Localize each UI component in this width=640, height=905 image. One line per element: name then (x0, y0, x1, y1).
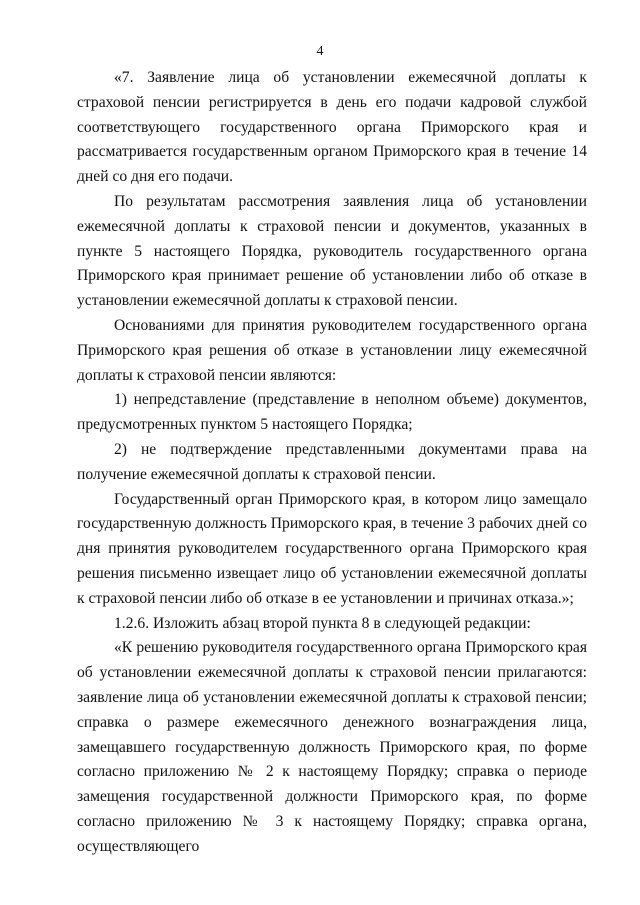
list-item-ground-2: 2) не подтверждение представленными документами права на получение ежемесячной доплаты к страховой пенсии. (77, 440, 587, 483)
paragraph-refusal-grounds: Основаниями для принятия руководителем государственного органа Приморского края решения об отказе в установлении лицу ежемесячной доплаты к страховой пенсии являются: (77, 316, 587, 384)
page-number: 4 (316, 44, 324, 59)
paragraph-amendment-1-2-6: 1.2.6. Изложить абзац второй пункта 8 в следующей редакции: (114, 614, 531, 632)
paragraph-review-results: По результатам рассмотрения заявления лица об установлении ежемесячной доплаты к страховой пенсии и документов, указанных в пункте 5 настоящего Порядка, руководитель государственного органа Приморского края принимает решение об установлении либо об отказе в установлении ежемесячной доплаты к страховой пенсии. (77, 192, 587, 310)
list-item-ground-1: 1) непредставление (представление в неполном объеме) документов, предусмотренных пунктом 5 настоящего Порядка; (77, 391, 587, 434)
paragraph-attachments: «К решению руководителя государственного органа Приморского края об установлении ежемесячной доплаты к страховой пенсии прилагаются: заявление лица об установлении ежемесячной доплаты к страховой пенсии; справка о размере ежемесячного денежного вознаграждения лица, замещавшего государственную должность Приморского края, по форме согласно приложению № 2 к настоящему Порядку; справка о периоде замещения государственной должности Приморского края, по форме согласно приложению № 3 к настоящему Порядку; справка органа, осуществляющего (77, 639, 587, 855)
document-body (77, 66, 587, 860)
paragraph-registration: «7. Заявление лица об установлении ежемесячной доплаты к страховой пенсии регистрируется в день его подачи кадровой службой соответствующего государственного органа Приморского края и рассматривается государственным органом Приморского края в течение 14 дней со дня его подачи. (77, 69, 587, 186)
paragraph-notification: Государственный орган Приморского края, в котором лицо замещало государственную должность Приморского края, в течение 3 рабочих дней со дня принятия руководителем государственного органа Приморского края решения письменно извещает лицо об установлении ежемесячной доплаты к страховой пенсии либо об отказе в ее установлении и причинах отказа.»; (77, 490, 587, 607)
